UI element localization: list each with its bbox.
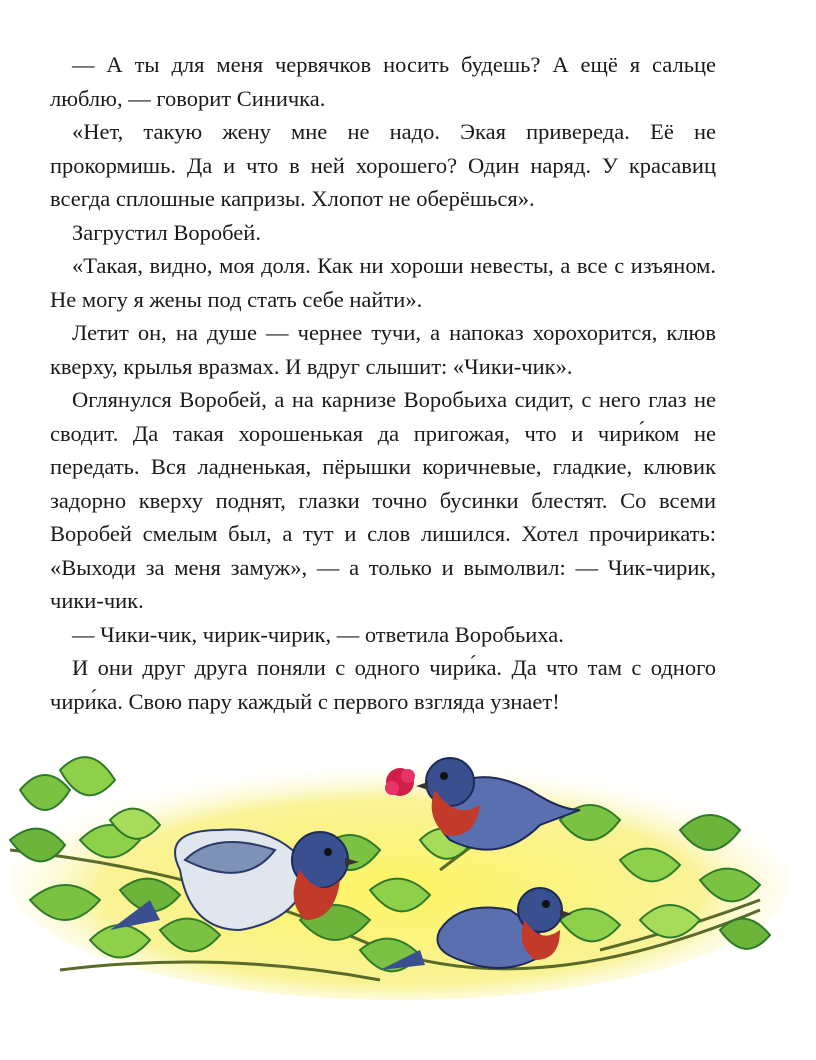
paragraph: «Нет, такую жену мне не надо. Экая привереда. Её не прокормишь. Да и что в ней хорошего? Один наряд. У красавиц всегда сплошные капризы. Хлопот не оберёшься».	[50, 119, 716, 211]
paragraph: Оглянулся Воробей, а на карнизе Воробьиха сидит, с него глаз не сводит. Да такая хорошенькая да пригожая, что и чири́ком не передать. Вся ладненькая, пёрышки коричневые, гладкие, клювик задорно кверху поднят, глазки точно бусинки блестят. Со всеми Воробей смелым был, а тут и слов лишился. Хотел прочирикать: «Выходи за меня замуж», — а только и вымолвил: — Чик-чирик, чики-чик.	[50, 387, 716, 613]
paragraph: — Чики-чик, чирик-чирик, — ответила Воробьиха.	[72, 621, 564, 647]
birds-on-branches-illustration	[0, 730, 816, 1030]
paragraph: Загрустил Воробей.	[72, 219, 261, 245]
paragraph: «Такая, видно, моя доля. Как ни хороши невесты, а все с изъяном. Не могу я жены под стать себе найти».	[50, 253, 716, 312]
paragraph: — А ты для меня червячков носить будешь? А ещё я сальце люблю, — говорит Синичка.	[50, 52, 716, 111]
paragraph: И они друг друга поняли с одного чири́ка. Да что там с одного чири́ка. Свою пару каждый с первого взгляда узнает!	[50, 655, 716, 714]
paragraph: Летит он, на душе — чернее тучи, а напоказ хорохорится, клюв кверху, крылья вразмах. И вдруг слышит: «Чики-чик».	[50, 320, 716, 379]
story-text	[50, 48, 716, 718]
leaf	[20, 775, 70, 810]
